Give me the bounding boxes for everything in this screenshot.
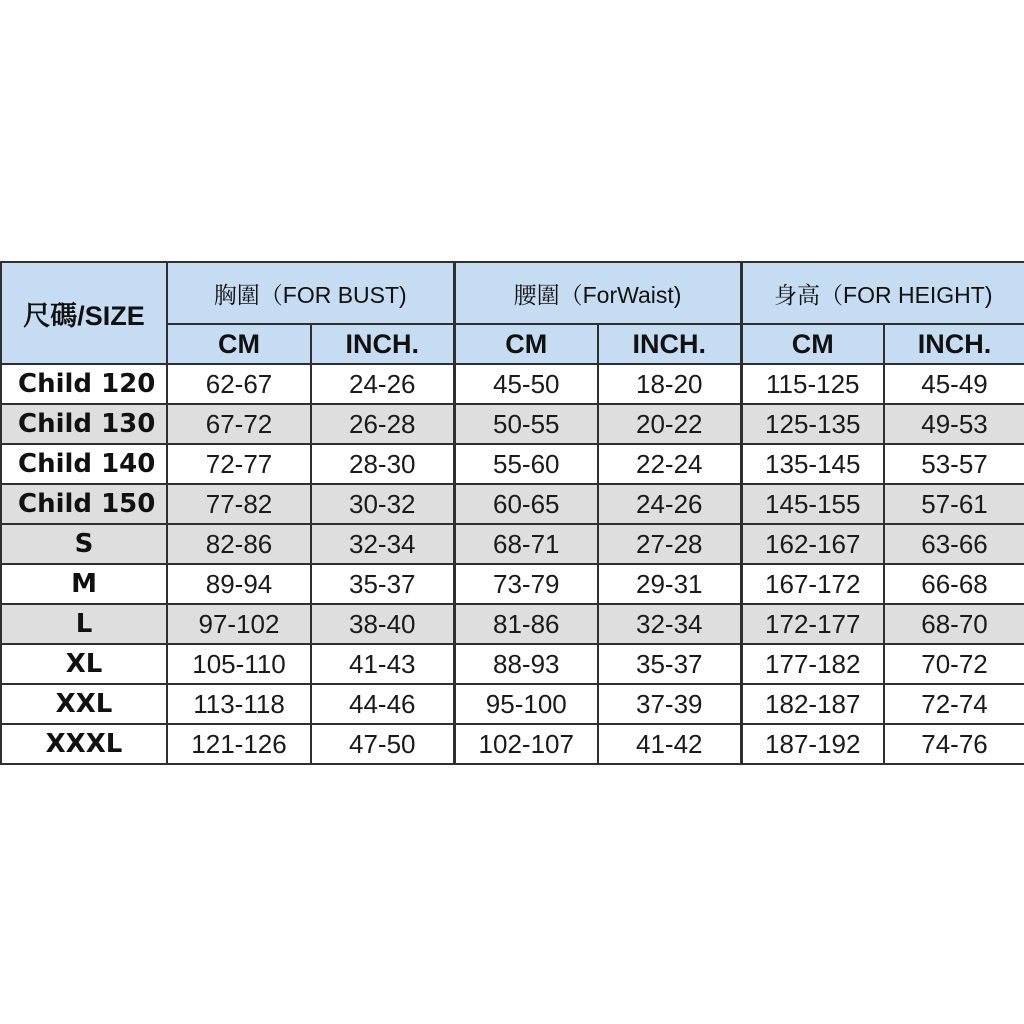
bust-cm-cell: 89-94 [167, 564, 311, 604]
table-row [1, 724, 1024, 764]
bust-cm-cell: 113-118 [167, 684, 311, 724]
table-row [1, 644, 1024, 684]
waist-cm-cell: 102-107 [454, 724, 598, 764]
height-cm-cell: 172-177 [741, 604, 884, 644]
table-row [1, 604, 1024, 644]
bust-inch-cell: 30-32 [311, 484, 454, 524]
table-row [1, 524, 1024, 564]
waist-inch-cell: 22-24 [598, 444, 741, 484]
size-label: XL [1, 644, 167, 684]
bust-inch-cell: 24-26 [311, 364, 454, 404]
waist-cm-cell: 73-79 [454, 564, 598, 604]
waist-inch-header: INCH. [598, 324, 741, 364]
table-header [1, 262, 1024, 364]
height-cm-cell: 182-187 [741, 684, 884, 724]
bust-inch-cell: 32-34 [311, 524, 454, 564]
bust-cm-cell: 82-86 [167, 524, 311, 564]
size-label: Child 120 [1, 364, 167, 404]
height-inch-cell: 45-49 [884, 364, 1024, 404]
bust-inch-header: INCH. [311, 324, 454, 364]
size-label: XXL [1, 684, 167, 724]
waist-group-header: 腰圍（ForWaist) [454, 262, 741, 324]
bust-inch-cell: 44-46 [311, 684, 454, 724]
table-row [1, 364, 1024, 404]
height-cm-cell: 162-167 [741, 524, 884, 564]
waist-cm-cell: 68-71 [454, 524, 598, 564]
height-cm-header: CM [741, 324, 884, 364]
bust-cm-cell: 121-126 [167, 724, 311, 764]
waist-inch-cell: 27-28 [598, 524, 741, 564]
size-label: S [1, 524, 167, 564]
bust-inch-cell: 41-43 [311, 644, 454, 684]
height-inch-cell: 72-74 [884, 684, 1024, 724]
height-inch-cell: 57-61 [884, 484, 1024, 524]
height-inch-cell: 66-68 [884, 564, 1024, 604]
bust-cm-cell: 105-110 [167, 644, 311, 684]
bust-inch-cell: 26-28 [311, 404, 454, 444]
height-cm-cell: 125-135 [741, 404, 884, 444]
bust-inch-cell: 28-30 [311, 444, 454, 484]
height-cm-cell: 167-172 [741, 564, 884, 604]
table-row [1, 404, 1024, 444]
waist-cm-cell: 50-55 [454, 404, 598, 444]
height-inch-cell: 53-57 [884, 444, 1024, 484]
bust-cm-header: CM [167, 324, 311, 364]
size-label: M [1, 564, 167, 604]
height-inch-cell: 70-72 [884, 644, 1024, 684]
height-inch-header: INCH. [884, 324, 1024, 364]
bust-cm-cell: 72-77 [167, 444, 311, 484]
size-label: Child 150 [1, 484, 167, 524]
table-row [1, 684, 1024, 724]
waist-cm-cell: 81-86 [454, 604, 598, 644]
size-label: Child 140 [1, 444, 167, 484]
bust-inch-cell: 47-50 [311, 724, 454, 764]
waist-cm-cell: 88-93 [454, 644, 598, 684]
height-inch-cell: 74-76 [884, 724, 1024, 764]
waist-cm-cell: 60-65 [454, 484, 598, 524]
height-cm-cell: 145-155 [741, 484, 884, 524]
waist-cm-cell: 95-100 [454, 684, 598, 724]
height-cm-cell: 177-182 [741, 644, 884, 684]
waist-cm-cell: 55-60 [454, 444, 598, 484]
size-label: L [1, 604, 167, 644]
height-inch-cell: 68-70 [884, 604, 1024, 644]
size-label: XXXL [1, 724, 167, 764]
bust-cm-cell: 62-67 [167, 364, 311, 404]
size-chart-table [0, 261, 1024, 765]
waist-inch-cell: 29-31 [598, 564, 741, 604]
height-inch-cell: 63-66 [884, 524, 1024, 564]
waist-inch-cell: 35-37 [598, 644, 741, 684]
height-cm-cell: 187-192 [741, 724, 884, 764]
group-header-row [1, 262, 1024, 324]
size-label: Child 130 [1, 404, 167, 444]
bust-inch-cell: 35-37 [311, 564, 454, 604]
bust-group-header: 胸圍（FOR BUST) [167, 262, 454, 324]
waist-cm-cell: 45-50 [454, 364, 598, 404]
size-column-header: 尺碼/SIZE [1, 262, 167, 364]
table-row [1, 484, 1024, 524]
table-body [1, 364, 1024, 764]
height-inch-cell: 49-53 [884, 404, 1024, 444]
height-cm-cell: 135-145 [741, 444, 884, 484]
bust-cm-cell: 97-102 [167, 604, 311, 644]
bust-inch-cell: 38-40 [311, 604, 454, 644]
waist-inch-cell: 24-26 [598, 484, 741, 524]
bust-cm-cell: 77-82 [167, 484, 311, 524]
waist-inch-cell: 20-22 [598, 404, 741, 444]
table-row [1, 444, 1024, 484]
waist-inch-cell: 41-42 [598, 724, 741, 764]
waist-inch-cell: 18-20 [598, 364, 741, 404]
waist-cm-header: CM [454, 324, 598, 364]
height-group-header: 身高（FOR HEIGHT) [741, 262, 1024, 324]
waist-inch-cell: 37-39 [598, 684, 741, 724]
height-cm-cell: 115-125 [741, 364, 884, 404]
waist-inch-cell: 32-34 [598, 604, 741, 644]
bust-cm-cell: 67-72 [167, 404, 311, 444]
table-row [1, 564, 1024, 604]
